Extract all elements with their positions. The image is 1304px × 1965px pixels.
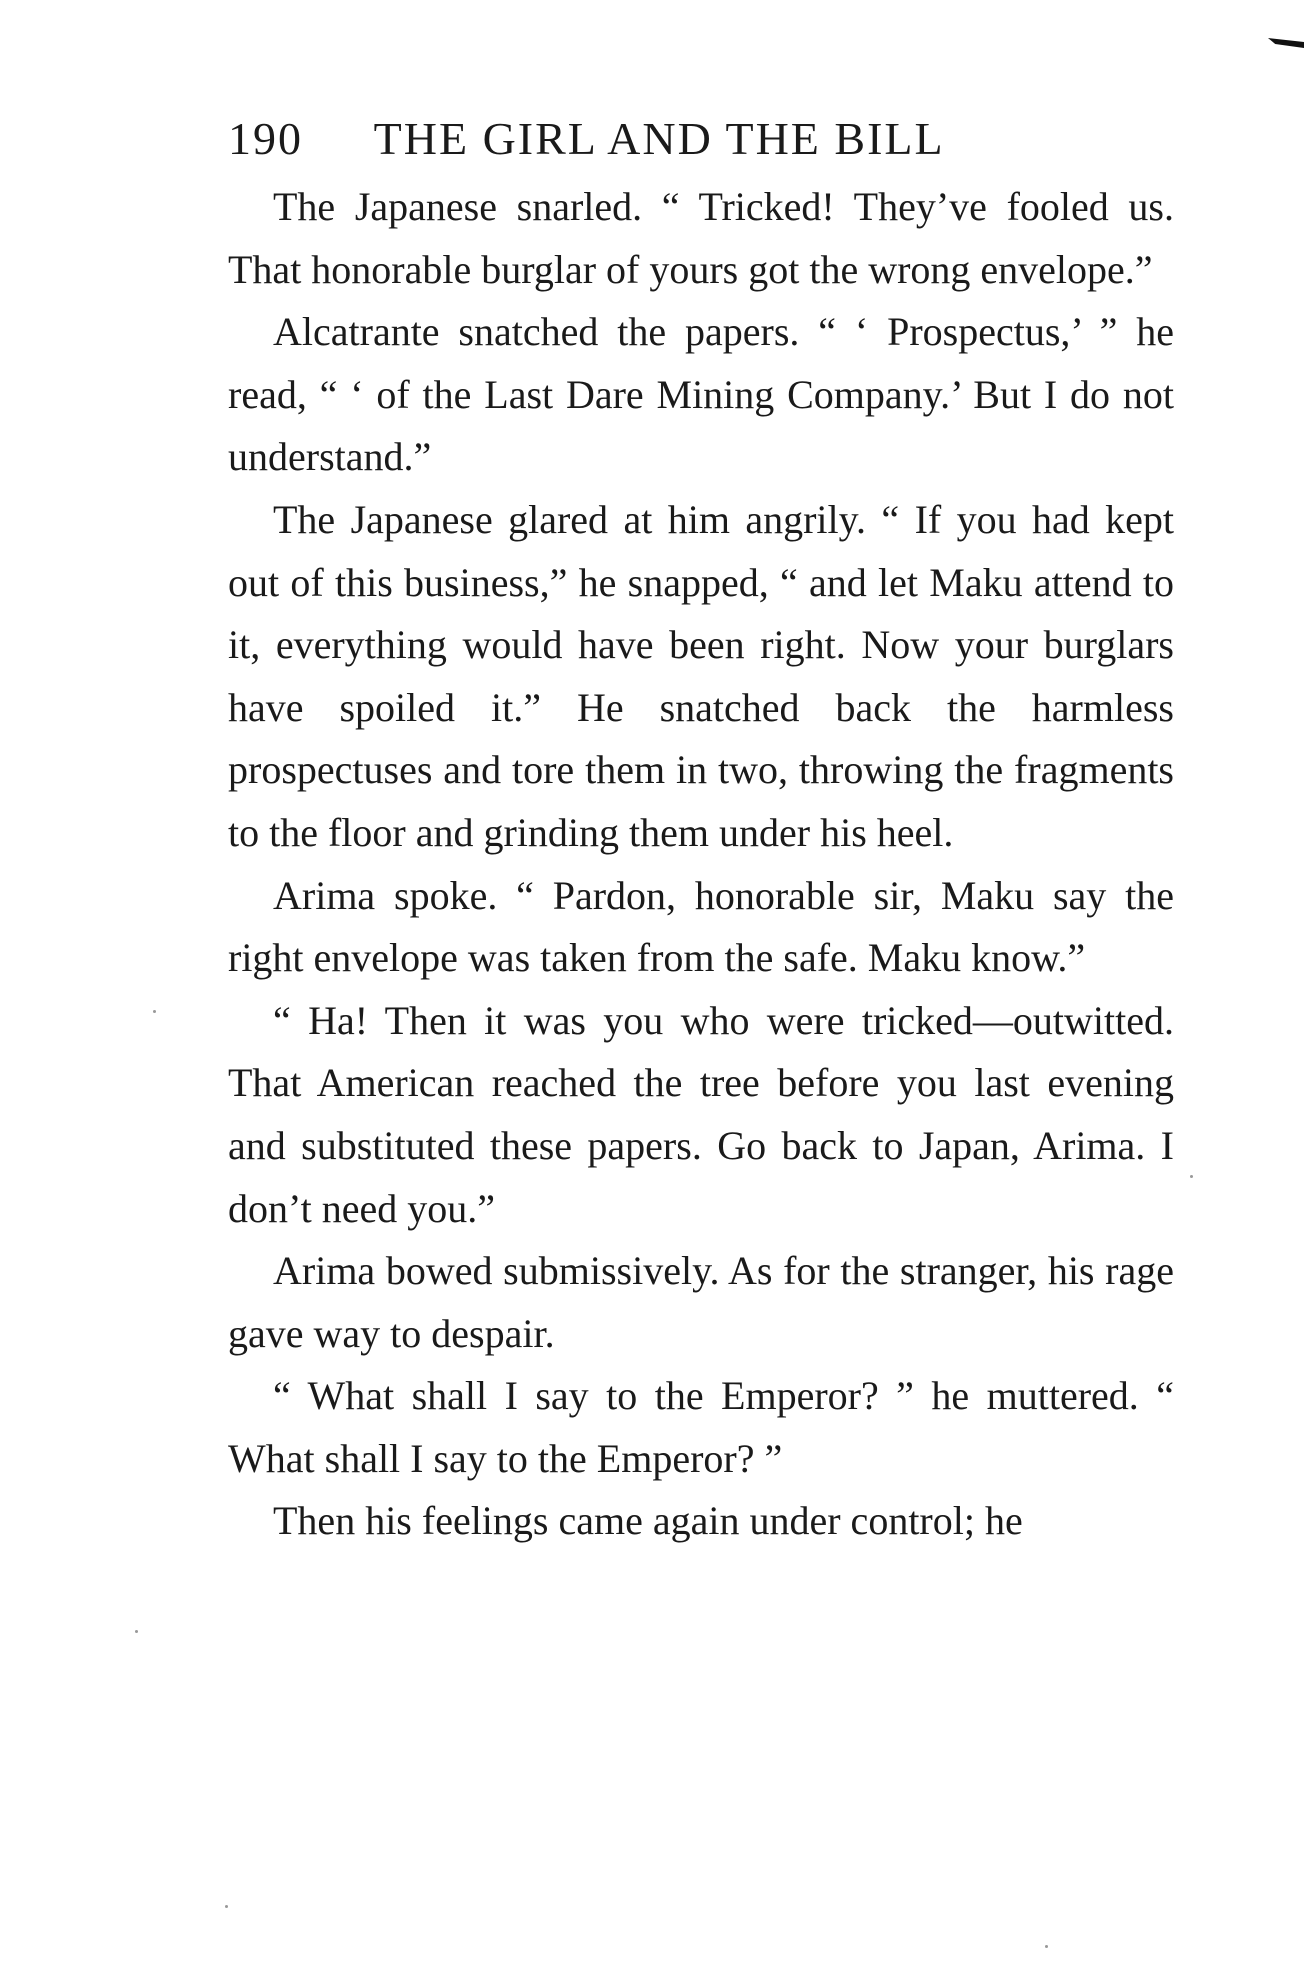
paragraph: Then his feelings came again under control; he	[273, 1498, 1023, 1544]
running-title: THE GIRL AND THE BILL	[373, 113, 945, 164]
paragraph: Arima bowed submissively. As for the stranger, his rage gave way to despair.	[228, 1248, 1174, 1356]
paper-speck	[225, 1905, 228, 1908]
paper-speck	[153, 1010, 156, 1013]
body-text	[228, 176, 1174, 1553]
paragraph: The Japanese snarled. “ Tricked! They’ve fooled us. That honorable burglar of yours got the wrong envelope.”	[228, 184, 1174, 292]
paragraph: The Japanese glared at him angrily. “ If you had kept out of this business,” he snapped, “ and let Maku attend to it, everything would have been right. Now your burglars have spoiled it.” He snatched back the harmless prospectuses and tore them in two, throwing the fragments to the floor and grinding them under his heel.	[228, 496, 1174, 855]
paragraph: “ Ha! Then it was you who were tricked—outwitted. That American reached the tree before you last evening and substituted these papers. Go back to Japan, Arima. I don’t need you.”	[228, 997, 1174, 1231]
page-number: 190	[228, 113, 303, 164]
paper-speck	[1190, 1175, 1193, 1178]
page-corner-mark	[1268, 38, 1304, 48]
paper-speck	[1045, 1945, 1048, 1948]
paragraph: Alcatrante snatched the papers. “ ‘ Prospectus,’ ” he read, “ ‘ of the Last Dare Mining Company.’ But I do not understand.”	[228, 309, 1174, 480]
paragraph: “ What shall I say to the Emperor? ” he muttered. “ What shall I say to the Emperor? ”	[228, 1373, 1174, 1481]
paper-speck	[135, 1630, 138, 1633]
paragraph: Arima spoke. “ Pardon, honorable sir, Maku say the right envelope was taken from the safe. Maku know.”	[228, 872, 1174, 981]
running-head	[228, 112, 1088, 165]
